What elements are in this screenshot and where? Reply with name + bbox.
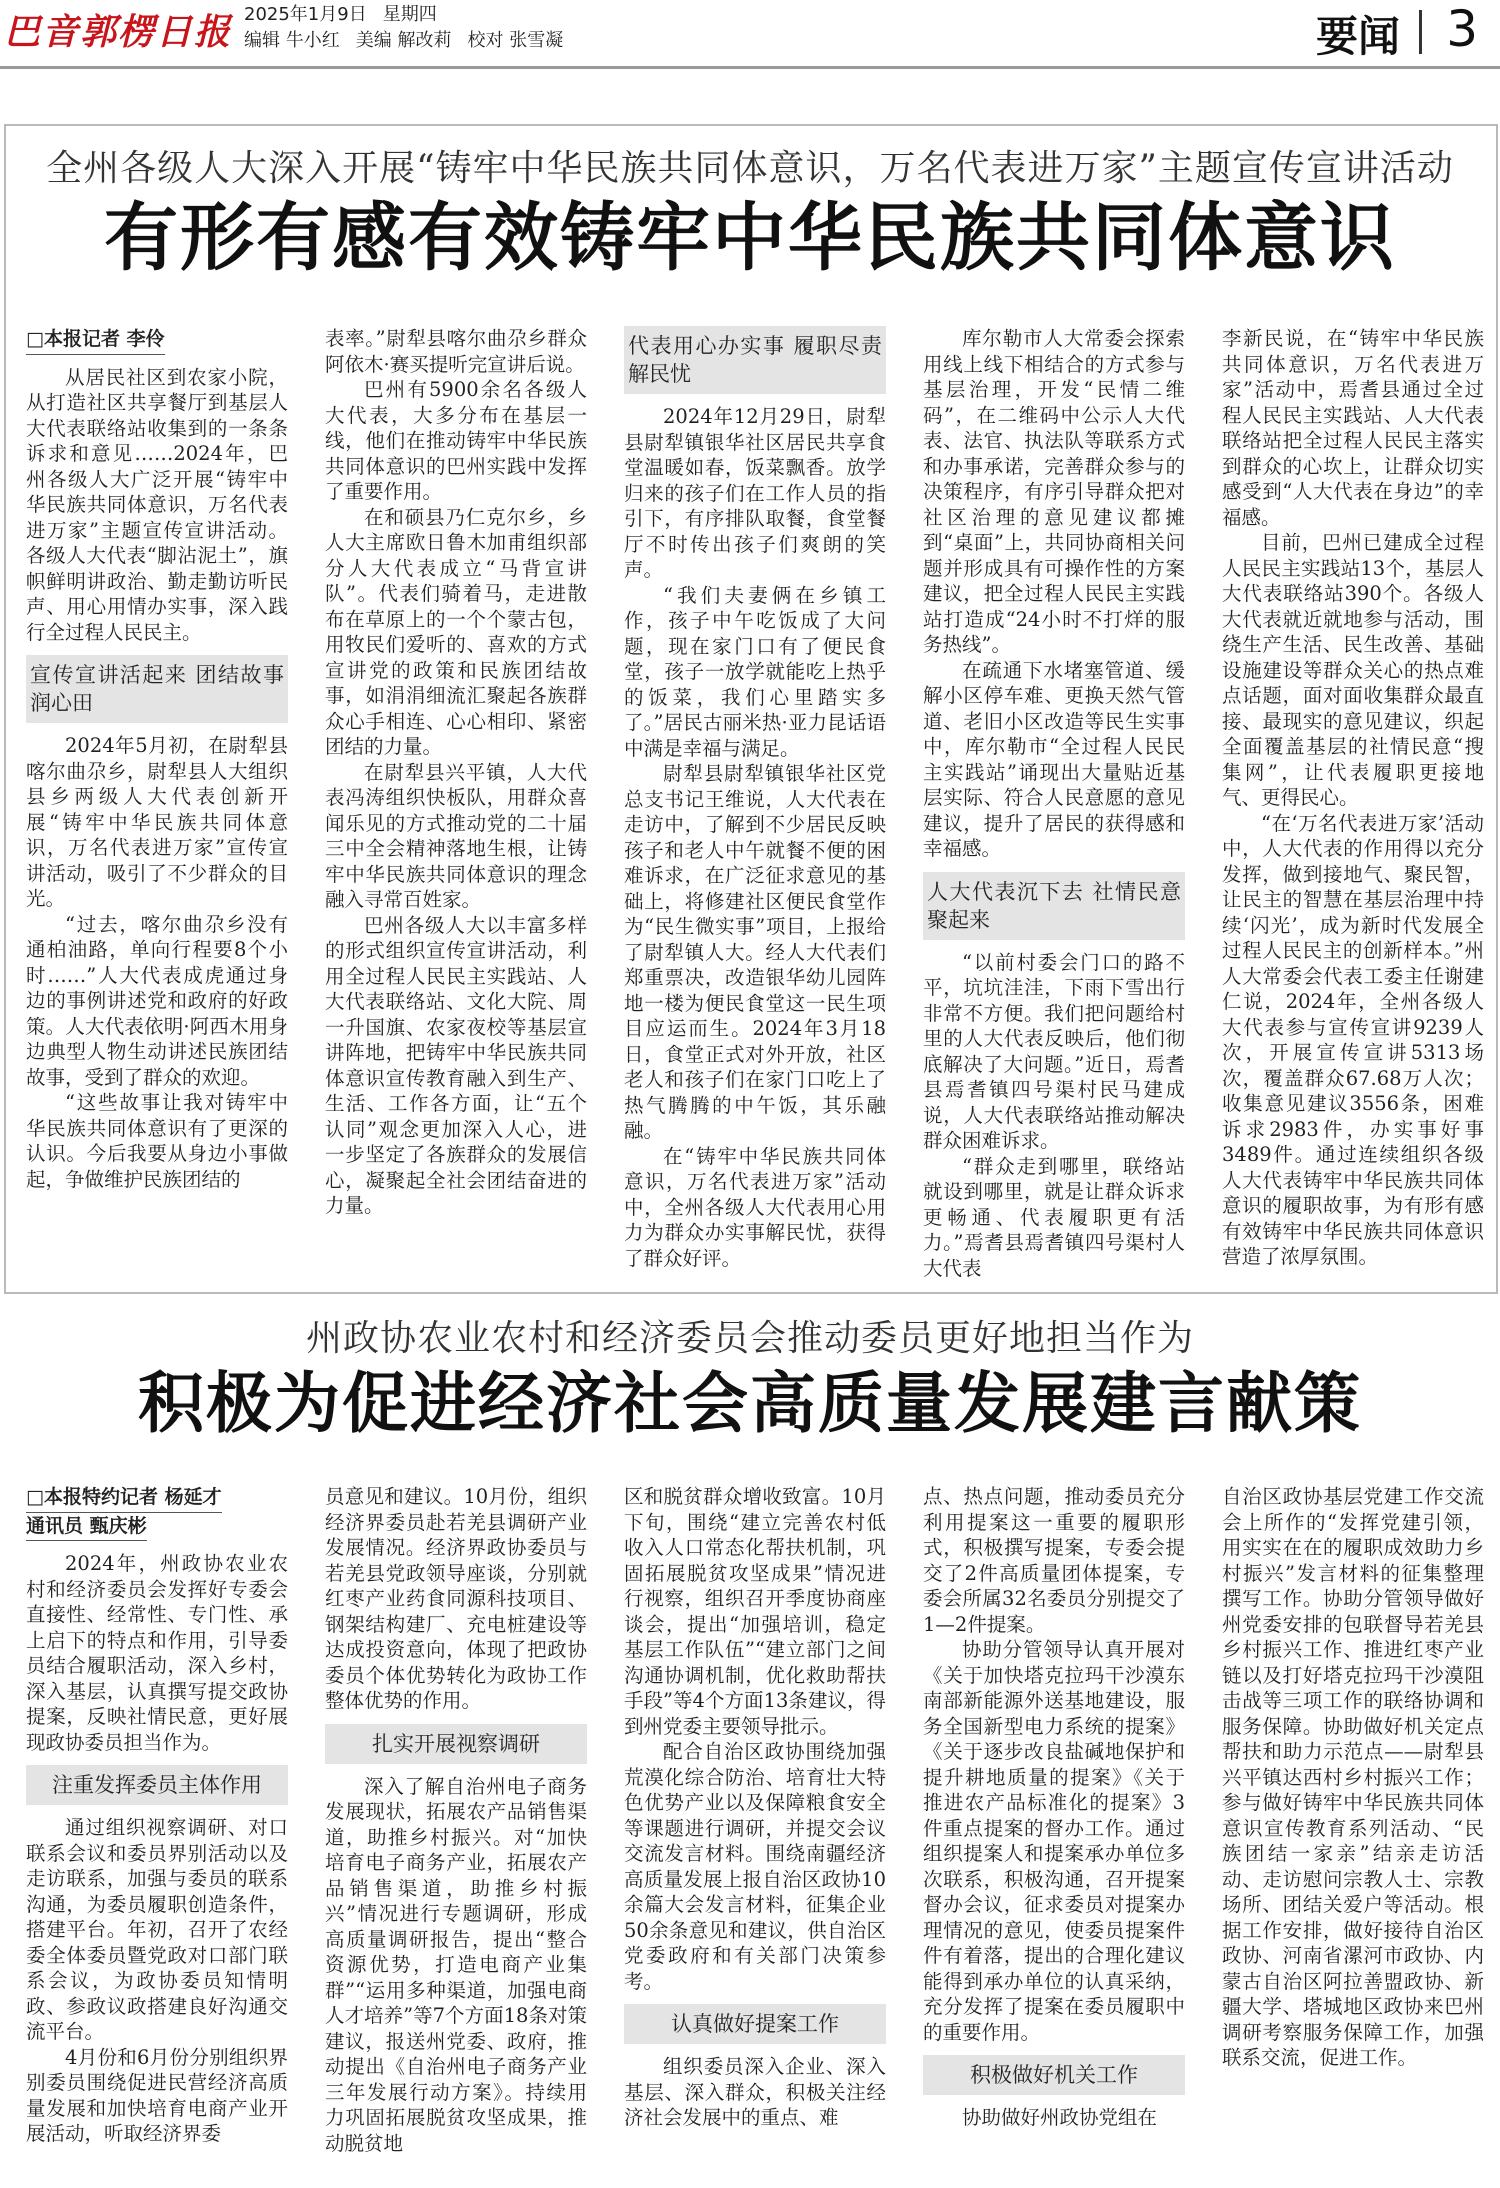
article1-subhead-1: 宣传宣讲活起来 团结故事润心田: [26, 655, 288, 723]
article1-column-3: [624, 326, 886, 1271]
paragraph: 在“铸牢中华民族共同体意识，万名代表进万家”活动中，全州各级人大代表用心用力为群众办实事解民忧，获得了群众好评。: [624, 1144, 886, 1270]
issue-meta: [244, 2, 579, 54]
article2-byline-correspondent: 通讯员 甄庆彬: [26, 1514, 147, 1542]
designer-credit: 美编 解改莉: [355, 30, 452, 51]
paragraph: 自治区政协基层党建工作交流会上所作的“发挥党建引领，用实实在在的履职成效助力乡村振兴”发言材料的征集整理撰写工作。协助分管领导做好州党委安排的包联督导若羌县乡村振兴工作、推进红枣产业链以及打好塔克拉玛干沙漠阻击战等三项工作的联络协调和服务保障。协助做好机关定点帮扶和助力示范点——尉犁县兴平镇达西村乡村振兴工作；参与做好铸牢中华民族共同体意识宣传教育系列活动、“民族团结一家亲”结亲走访活动、走访慰问宗教人士、宗教场所、团结关爱户等活动。根据工作安排，做好接待自治区政协、河南省漯河市政协、内蒙古自治区阿拉善盟政协、新疆大学、塔城地区政协来巴州调研考察服务保障工作，加强联系交流，促进工作。: [1222, 1485, 1484, 2069]
article1-kicker: 全州各级人大深入开展“铸牢中华民族共同体意识，万名代表进万家”主题宣传宣讲活动: [46, 148, 1454, 189]
paragraph: 巴州各级人大以丰富多样的形式组织宣传宣讲活动，利用全过程人民民主实践站、人大代表联络站、文化大院、周一升国旗、农家夜校等基层宣讲阵地，把铸牢中华民族共同体意识宣传教育融入到生产、生活、工作各方面，让“五个认同”观念更加深入人心，进一步坚定了各族群众的发展信心，凝聚起全社会团结奋进的力量。: [325, 913, 587, 1217]
issue-date: 2025年1月9日: [244, 4, 367, 25]
page-number: 3: [1446, 0, 1478, 58]
paragraph: 尉犁县尉犁镇银华社区党总支书记王维说，人大代表在走访中，了解到不少居民反映孩子和老人中午就餐不便的困难诉求，在广泛征求意见的基础上，将修建社区便民食堂作为“民生微实事”项目，上报给了尉犁镇人大。经人大代表们郑重票决，改造银华幼儿园阵地一楼为便民食堂这一民生项目应运而生。2024年3月18日，食堂正式对外开放，社区老人和孩子们在家门口吃上了热气腾腾的中午饭，其乐融融。: [624, 762, 886, 1142]
article2-column-4: [923, 1484, 1185, 2131]
paragraph: 2024年12月29日，尉犁县尉犁镇银华社区居民共享食堂温暖如春，饭菜飘香。放学归来的孩子们在工作人员的指引下，有序排队取餐，食堂餐厅不时传出孩子们爽朗的笑声。: [624, 405, 886, 581]
article2-column-5: [1222, 1484, 1484, 2071]
paragraph: 在尉犁县兴平镇，人大代表冯涛组织快板队，用群众喜闻乐见的方式推动党的二十届三中全会精神落地生根，让铸牢中华民族共同体意识的理念融入寻常百姓家。: [325, 760, 587, 911]
newspaper-logo: 巴音郭楞日报: [4, 11, 233, 53]
article2-byline-reporter: □本报特约记者 杨延才: [26, 1485, 222, 1513]
paragraph: 李新民说，在“铸牢中华民族共同体意识，万名代表进万家”活动中，焉耆县通过全过程人民民主实践站、人大代表联络站把全过程人民民主落实到群众的心坎上，让群众切实感受到“人大代表在身边”的幸福感。: [1222, 327, 1484, 529]
paragraph: 组织委员深入企业、深入基层、深入群众，积极关注经济社会发展中的重点、难: [624, 2055, 886, 2129]
paragraph: 点、热点问题，推动委员充分利用提案这一重要的履职形式，积极撰写提案，专委会提交了2件高质量团体提案，专委会所属32名委员分别提交了1—2件提案。: [923, 1485, 1185, 1636]
paragraph: 协助分管领导认真开展对《关于加快塔克拉玛干沙漠东南部新能源外送基地建设，服务全国新型电力系统的提案》《关于逐步改良盐碱地保护和提升耕地质量的提案》《关于推进农产品标准化的提案》3件重点提案的督办工作。通过组织提案人和提案承办单位多次联系，积极沟通，召开提案督办会议，征求委员对提案办理情况的意见，使委员提案件件有着落，提出的合理化建议能得到承办单位的认真采纳，充分发挥了提案在委员履职中的重要作用。: [923, 1638, 1185, 2044]
section-title: 要闻: [1315, 12, 1400, 61]
article1-subhead-2: 代表用心办实事 履职尽责解民忧: [624, 326, 886, 394]
paragraph: 员意见和建议。10月份，组织经济界委员赴若羌县调研产业发展情况。经济界政协委员与若羌县党政领导座谈，分别就红枣产业药食同源科技项目、钢架结构建厂、充电桩建设等达成投资意向，体现了把政协委员个体优势转化为政协工作整体优势的作用。: [325, 1485, 587, 1712]
article2-column-1: [26, 1484, 288, 2147]
paragraph: 2024年5月初，在尉犁县喀尔曲尕乡，尉犁县人大组织县乡两级人大代表创新开展“铸牢中华民族共同体意识，万名代表进万家”宣传宣讲活动，吸引了不少群众的目光。: [26, 734, 288, 910]
article1-byline: □本报记者 李伶: [26, 327, 165, 355]
paragraph: 配合自治区政协围绕加强荒漠化综合防治、培育壮大特色优势产业以及保障粮食安全等课题进行调研，并提交会议交流发言材料。围绕南疆经济高质量发展上报自治区政协10余篇大会发言材料，征集企业50余条意见和建议，供自治区党委政府和有关部门决策参考。: [624, 1740, 886, 1993]
paragraph: “群众走到哪里，联络站就设到哪里，就是让群众诉求更畅通、代表履职更有活力。”焉耆县焉耆镇四号渠村人大代表: [923, 1154, 1185, 1280]
paragraph: 协助做好州政协党组在: [962, 2106, 1158, 2129]
paragraph: 库尔勒市人大常委会探索用线上线下相结合的方式参与基层治理，开发“民情二维码”，在二维码中公示人大代表、法官、执法队等联系方式和办事承诺，完善群众参与的决策程序，有序引导群众把对社区治理的意见建议都摊到“桌面”上，共同协商相关问题并形成具有可操作性的方案建议，把全过程人民民主实践站打造成“24小时不打烊的服务热线”。: [923, 327, 1185, 656]
paragraph: 从居民社区到农家小院，从打造社区共享餐厅到基层人大代表联络站收集到的一条条诉求和意见……2024年，巴州各级人大广泛开展“铸牢中华民族共同体意识，万名代表进万家”主题宣传宣讲活动。各级人大代表“脚沾泥土”，旗帜鲜明讲政治、勤走勤访听民声、用心用情办实事，深入践行全过程人民民主。: [26, 365, 288, 644]
article2-column-3: [624, 1484, 886, 2131]
article2-column-2: [325, 1484, 587, 2156]
paragraph: 深入了解自治州电子商务发展现状，拓展农产品销售渠道，助推乡村振兴。对“加快培育电子商务产业，拓展农产品销售渠道，助推乡村振兴”情况进行专题调研，形成高质量调研报告，提出“整合资源优势，打造电商产业集群”“运用多种渠道，加强电商人才培养”等7个方面18条对策建议，报送州党委、政府，推动提出《自治州电子商务产业三年发展行动方案》。持续用力巩固拓展脱贫攻坚成果，推动脱贫地: [325, 1774, 587, 2155]
paragraph: “以前村委会门口的路不平，坑坑洼洼，下雨下雪出行非常不方便。我们把问题给村里的人大代表反映后，他们彻底解决了大问题。”近日，焉耆县焉耆镇四号渠村民马建成说，人大代表联络站推动解决群众困难诉求。: [923, 950, 1185, 1152]
paragraph: 在和硕县乃仁克尔乡，乡人大主席欧日鲁木加甫组织部分人大代表成立“马背宣讲队”。代表们骑着马，走进散布在草原上的一个个蒙古包，用牧民们爱听的、喜欢的方式宣讲党的政策和民族团结故事，如涓涓细流汇聚起各族群众心手相连、心心相印、紧密团结的力量。: [325, 505, 587, 758]
article1-column-1: [26, 326, 288, 1192]
issue-weekday: 星期四: [382, 4, 437, 25]
paragraph: “我们夫妻俩在乡镇工作，孩子中午吃饭成了大问题，现在家门口有了便民食堂，孩子一放学就能吃上热乎的饭菜，我们心里踏实多了。”居民古丽米热·亚力昆话语中满是幸福与满足。: [624, 583, 886, 760]
article2-subhead-4: 积极做好机关工作: [923, 2055, 1185, 2095]
article2-subhead-1: 注重发挥委员主体作用: [26, 1765, 288, 1805]
article1-subhead-3: 人大代表沉下去 社情民意聚起来: [923, 872, 1185, 940]
masthead: [0, 0, 1500, 70]
paragraph: 4月份和6月份分别组织界别委员围绕促进民营经济高质量发展和加快培育电商产业开展活动，听取经济界委: [26, 2045, 288, 2145]
article2-subhead-2: 扎实开展视察调研: [325, 1724, 587, 1764]
paragraph: 表率。”尉犁县喀尔曲尕乡群众阿依木·赛买提听完宣讲后说。: [325, 327, 587, 376]
paragraph: 区和脱贫群众增收致富。10月下旬，围绕“建立完善农村低收入人口常态化帮扶机制，巩固拓展脱贫攻坚成果”情况进行视察，组织召开季度协商座谈会，提出“加强培训，稳定基层工作队伍”“建立部门之间沟通协调机制，优化救助帮扶手段”等4个方面13条建议，得到州党委主要领导批示。: [624, 1485, 886, 1738]
article1-headline: 有形有感有效铸牢中华民族共同体意识: [104, 195, 1396, 281]
article1-column-5: [1222, 326, 1484, 1270]
paragraph: 巴州有5900余名各级人大代表，大多分布在基层一线，他们在推动铸牢中华民族共同体意识的巴州实践中发挥了重要作用。: [325, 378, 587, 503]
article2-subhead-3: 认真做好提案工作: [624, 2004, 886, 2044]
paragraph: “过去，喀尔曲尕乡没有通柏油路，单向行程要8个小时……”人大代表成虎通过身边的事例讲述党和政府的好政策。人大代表依明·阿西木用身边典型人物生动讲述民族团结故事，受到了群众的欢迎。: [26, 912, 288, 1089]
section-divider: [1419, 10, 1422, 54]
editor-credit: 编辑 牛小红: [244, 30, 340, 51]
proofreader-credit: 校对 张雪凝: [467, 30, 564, 51]
paragraph: 2024年，州政协农业农村和经济委员会发挥好专委会直接性、经常性、专门性、承上启下的特点和作用，引导委员结合履职活动，深入乡村，深入基层，认真撰写提交政协提案，反映社情民意，更好展现政协委员担当作为。: [26, 1552, 288, 1754]
paragraph: “这些故事让我对铸牢中华民族共同体意识有了更深的认识。今后我要从身边小事做起，争做维护民族团结的: [26, 1091, 288, 1191]
article2-headline: 积极为促进经济社会高质量发展建言献策: [138, 1365, 1362, 1442]
article1-column-2: [325, 326, 587, 1219]
article1-column-4: [923, 326, 1185, 1281]
paragraph: 在疏通下水堵塞管道、缓解小区停车难、更换天然气管道、老旧小区改造等民生实事中，库尔勒市“全过程人民民主实践站”诵现出大量贴近基层实际、符合人民意愿的意见建议，提升了居民的获得感和幸福感。: [923, 658, 1185, 860]
paragraph: 目前，巴州已建成全过程人民民主实践站13个，基层人大代表联络站390个。各级人大代表就近就地参与活动，围绕生产生活、民生改善、基础设施建设等群众关心的热点难点话题，面对面收集群众最直接、最现实的意见建议，织起全面覆盖基层的社情民意“搜集网”，让代表履职更接地气、更得民心。: [1222, 531, 1484, 809]
paragraph: 通过组织视察调研、对口联系会议和委员界别活动以及走访联系，加强与委员的联系沟通，为委员履职创造条件，搭建平台。年初，召开了农经委全体委员暨党政对口部门联系会议，为政协委员知情明政、参政议政搭建良好沟通交流平台。: [26, 1816, 288, 2043]
paragraph: “在‘万名代表进万家’活动中，人大代表的作用得以充分发挥，做到接地气、聚民智，让民主的智慧在基层治理中持续‘闪光’，成为新时代发展全过程人民民主的创新样本。”州人大常委会代表工委主任谢建仁说，2024年，全州各级人大代表参与宣传宣讲9239人次，开展宣传宣讲5313场次，覆盖群众67.68万人次；收集意见建议3556条，困难诉求2983件，办实事好事3489件。通过连续组织各级人大代表铸牢中华民族共同体意识的履职故事，为有形有感有效铸牢中华民族共同体意识营造了浓厚氛围。: [1222, 811, 1484, 1268]
masthead-rule: [0, 66, 1500, 69]
article2-kicker: 州政协农业农村和经济委员会推动委员更好地担当作为: [305, 1318, 1194, 1359]
